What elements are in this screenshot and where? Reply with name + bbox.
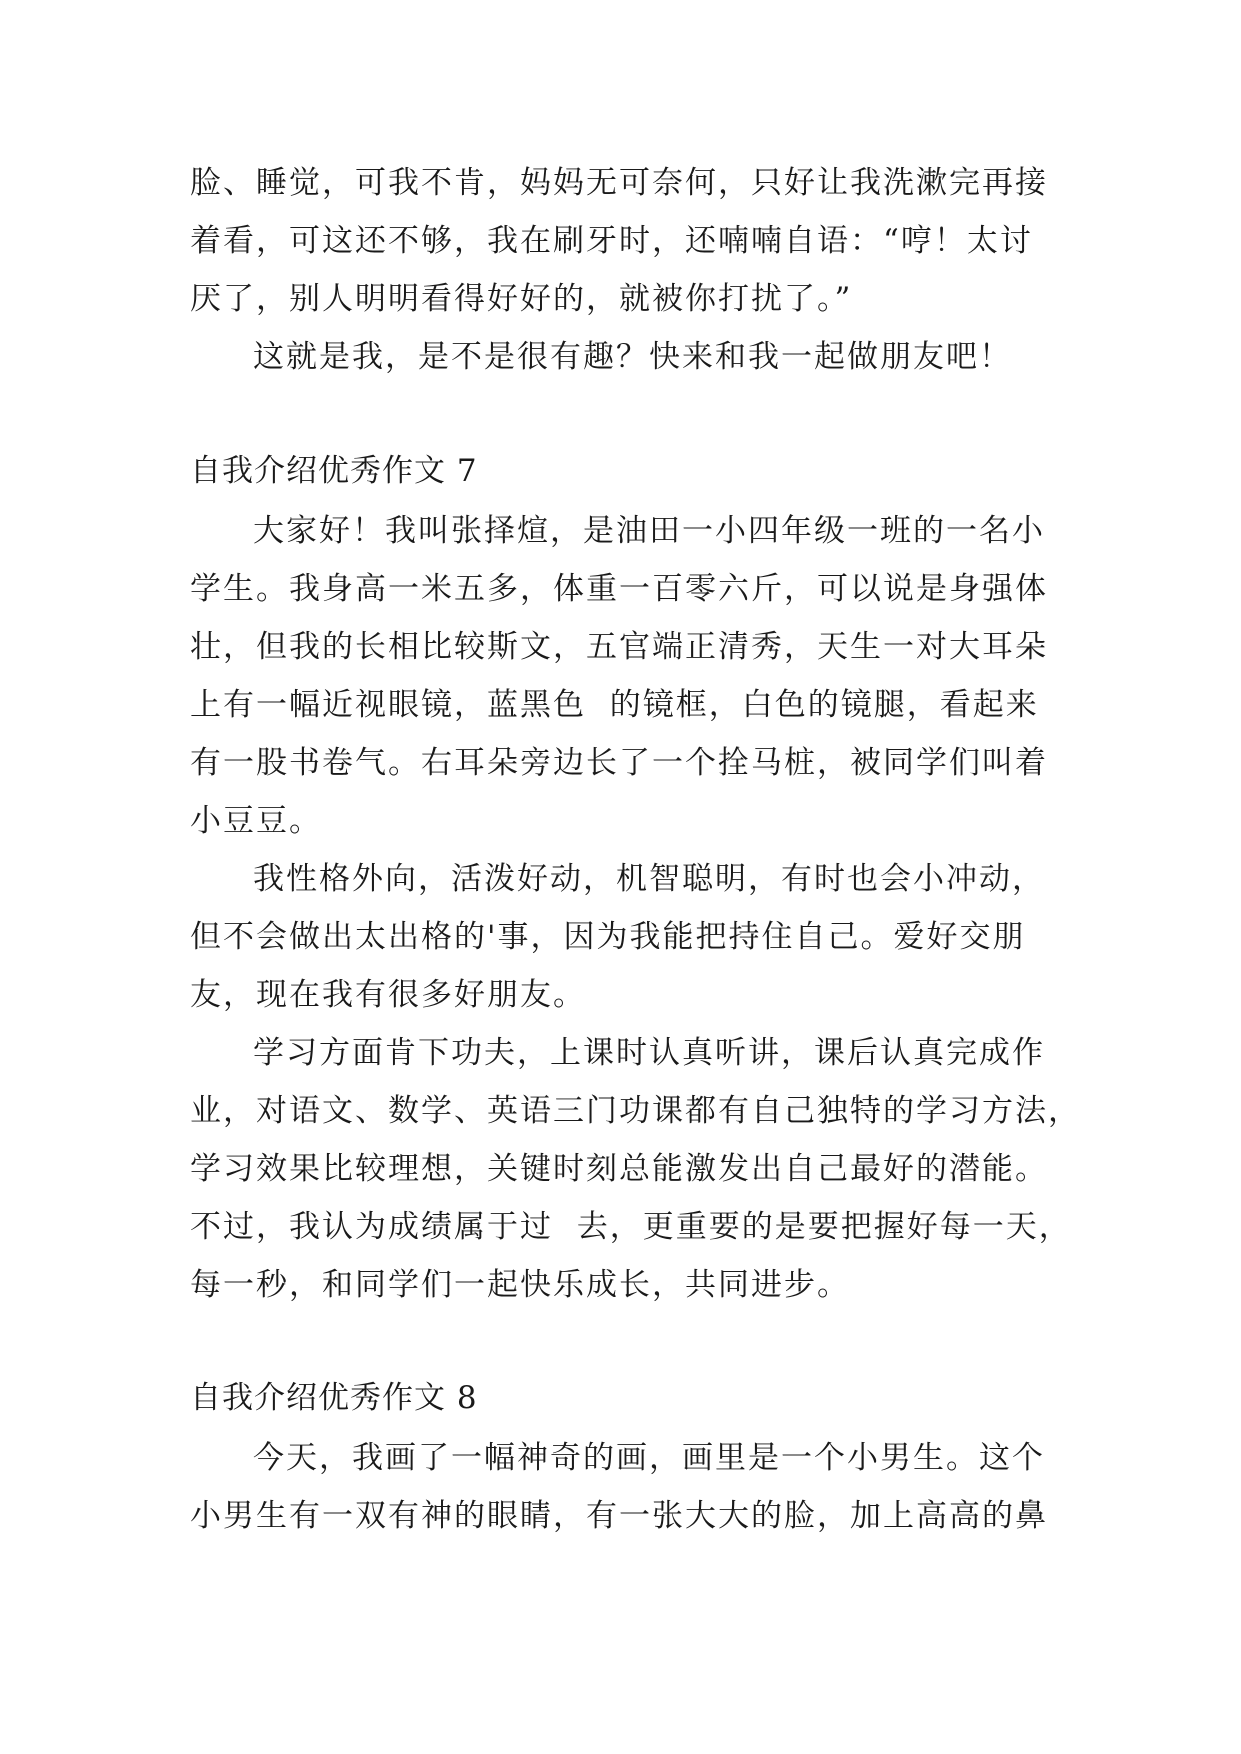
text-line: 但不会做出太出格的'事，因为我能把持住自己。爱好交朋 bbox=[190, 919, 1026, 955]
text-line: 厌了，别人明明看得好好的，就被你打扰了。” bbox=[190, 281, 853, 317]
text-line: 每一秒，和同学们一起快乐成长，共同进步。 bbox=[190, 1267, 850, 1303]
text-line: 小男生有一双有神的眼睛，有一张大大的脸，加上高高的鼻 bbox=[190, 1498, 1048, 1534]
text-line: 小豆豆。 bbox=[190, 803, 322, 839]
text-line: 上有一幅近视眼镜，蓝黑色 的镜框，白色的镜腿，看起来 bbox=[190, 687, 1039, 723]
text-line: 有一股书卷气。右耳朵旁边长了一个拴马桩，被同学们叫着 bbox=[190, 745, 1048, 781]
text-line: 学生。我身高一米五多，体重一百零六斤，可以说是身强体 bbox=[190, 571, 1048, 607]
text-line: 着看，可这还不够，我在刷牙时，还喃喃自语：“哼！太讨 bbox=[190, 223, 1033, 259]
section-heading: 自我介绍优秀作文 7 bbox=[190, 453, 478, 489]
text-line: 脸、睡觉，可我不肯，妈妈无可奈何，只好让我洗漱完再接 bbox=[190, 165, 1048, 201]
text-line: 学习方面肯下功夫，上课时认真听讲，课后认真完成作 bbox=[253, 1035, 1045, 1071]
text-line: 业，对语文、数学、英语三门功课都有自己独特的学习方法， bbox=[190, 1093, 1081, 1129]
text-line: 不过，我认为成绩属于过 去，更重要的是要把握好每一天， bbox=[190, 1209, 1072, 1245]
section-heading: 自我介绍优秀作文 8 bbox=[190, 1380, 478, 1416]
text-line: 我性格外向，活泼好动，机智聪明，有时也会小冲动， bbox=[253, 861, 1045, 897]
text-line: 友，现在我有很多好朋友。 bbox=[190, 977, 586, 1013]
text-line: 壮，但我的长相比较斯文，五官端正清秀，天生一对大耳朵 bbox=[190, 629, 1048, 665]
text-line: 大家好！我叫张择煊，是油田一小四年级一班的一名小 bbox=[253, 513, 1045, 549]
text-line: 今天，我画了一幅神奇的画，画里是一个小男生。这个 bbox=[253, 1440, 1045, 1476]
text-line: 这就是我，是不是很有趣？快来和我一起做朋友吧！ bbox=[253, 339, 1012, 375]
text-line: 学习效果比较理想，关键时刻总能激发出自己最好的潜能。 bbox=[190, 1151, 1048, 1187]
